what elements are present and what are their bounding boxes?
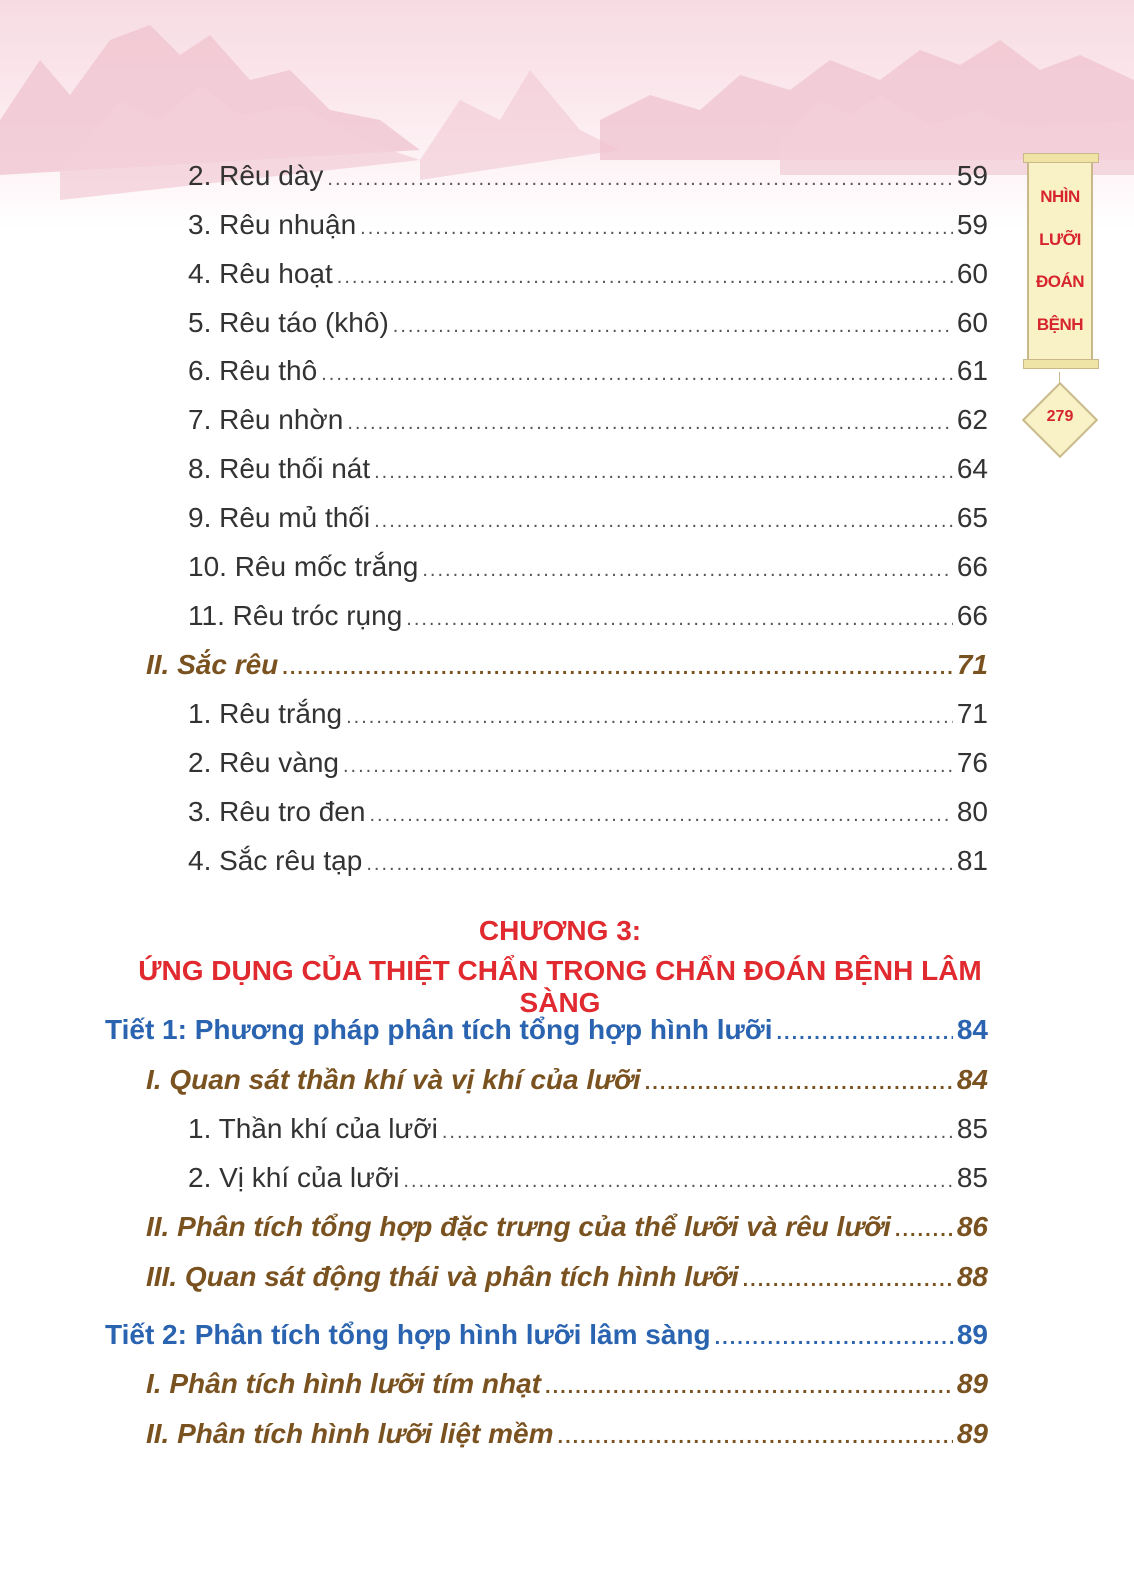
toc-entry-label: 1. Rêu trắng bbox=[188, 698, 343, 729]
chapter-title: ỨNG DỤNG CỦA THIỆT CHẨN TRONG CHẨN ĐOÁN BỆNH LÂM SÀNG bbox=[138, 955, 982, 1018]
toc-section[interactable] bbox=[146, 1261, 988, 1293]
toc-section-page: 89 bbox=[956, 1418, 988, 1449]
toc-entry[interactable] bbox=[188, 1162, 988, 1194]
toc-entry-label: 10. Rêu mốc trắng bbox=[188, 551, 419, 582]
toc-entry-label: 9. Rêu mủ thối bbox=[188, 502, 371, 533]
dot-leader bbox=[327, 168, 952, 191]
toc-tiet[interactable] bbox=[105, 1319, 988, 1351]
dot-leader bbox=[545, 1376, 953, 1399]
dot-leader bbox=[895, 1219, 953, 1242]
toc-entry[interactable] bbox=[188, 258, 988, 290]
dot-leader bbox=[366, 853, 953, 876]
dot-leader bbox=[282, 657, 953, 680]
toc-entry-page: 59 bbox=[956, 160, 988, 191]
tag-line-2: LƯỠI bbox=[1039, 229, 1081, 249]
toc-entry-label: 7. Rêu nhờn bbox=[188, 404, 344, 435]
toc-entry[interactable] bbox=[188, 600, 988, 632]
dot-leader bbox=[558, 1426, 953, 1449]
toc-entry-page: 80 bbox=[956, 796, 988, 827]
dot-leader bbox=[406, 608, 953, 631]
toc-entry-page: 60 bbox=[956, 307, 988, 338]
toc-entry-label: 5. Rêu táo (khô) bbox=[188, 307, 389, 338]
toc-entry-label: 3. Rêu nhuận bbox=[188, 209, 357, 240]
toc-section-page: 71 bbox=[956, 649, 988, 680]
toc-entry-page: 85 bbox=[956, 1162, 988, 1193]
dot-leader bbox=[343, 755, 953, 778]
dot-leader bbox=[442, 1121, 953, 1144]
toc-entry-page: 71 bbox=[956, 698, 988, 729]
toc-entry[interactable] bbox=[188, 1113, 988, 1145]
toc-entry-label: 2. Rêu vàng bbox=[188, 747, 339, 778]
toc-entry[interactable] bbox=[188, 796, 988, 828]
toc-tiet-label: Tiết 1: Phương pháp phân tích tổng hợp hình lưỡi bbox=[105, 1014, 773, 1045]
toc-tiet-page: 84 bbox=[956, 1014, 988, 1045]
toc-entry-label: 2. Rêu dày bbox=[188, 160, 324, 191]
dot-leader bbox=[346, 706, 953, 729]
dot-leader bbox=[715, 1327, 953, 1350]
mountain-banner bbox=[0, 0, 1134, 230]
toc-section-page: 89 bbox=[956, 1368, 988, 1399]
page-number: 279 bbox=[1046, 408, 1074, 425]
toc-entry-label: 6. Rêu thô bbox=[188, 355, 318, 386]
toc-entry-page: 64 bbox=[956, 453, 988, 484]
toc-entry-label: 11. Rêu tróc rụng bbox=[188, 600, 403, 631]
toc-tiet[interactable] bbox=[105, 1014, 988, 1046]
tag-line-4: BỆNH bbox=[1036, 314, 1084, 334]
toc-entry-page: 60 bbox=[956, 258, 988, 289]
toc-entry-page: 66 bbox=[956, 600, 988, 631]
toc-entry-page: 59 bbox=[956, 209, 988, 240]
dot-leader bbox=[743, 1269, 953, 1292]
toc-section-label: II. Phân tích hình lưỡi liệt mềm bbox=[146, 1418, 554, 1449]
toc-section[interactable] bbox=[146, 1064, 988, 1096]
toc-entry[interactable] bbox=[188, 551, 988, 583]
toc-entry[interactable] bbox=[188, 747, 988, 779]
toc-section[interactable] bbox=[146, 1211, 988, 1243]
dot-leader bbox=[360, 217, 953, 240]
book-title-tag bbox=[1027, 160, 1093, 362]
dot-leader bbox=[422, 559, 953, 582]
toc-entry[interactable] bbox=[188, 502, 988, 534]
toc-entry-page: 62 bbox=[956, 404, 988, 435]
toc-section-page: 88 bbox=[956, 1261, 988, 1292]
toc-entry[interactable] bbox=[188, 453, 988, 485]
toc-entry-label: 2. Vị khí của lưỡi bbox=[188, 1162, 400, 1193]
toc-entry[interactable] bbox=[188, 404, 988, 436]
toc-section-page: 86 bbox=[956, 1211, 988, 1242]
toc-entry-label: 4. Sắc rêu tạp bbox=[188, 845, 363, 876]
toc-entry-page: 76 bbox=[956, 747, 988, 778]
toc-section[interactable] bbox=[146, 1418, 988, 1450]
toc-tiet-page: 89 bbox=[956, 1319, 988, 1350]
toc-entry-label: 1. Thần khí của lưỡi bbox=[188, 1113, 438, 1144]
toc-entry-label: 3. Rêu tro đen bbox=[188, 796, 366, 827]
toc-entry[interactable] bbox=[188, 209, 988, 241]
dot-leader bbox=[337, 266, 953, 289]
toc-entry[interactable] bbox=[188, 355, 988, 387]
toc-section-label: II. Phân tích tổng hợp đặc trưng của thể lưỡi và rêu lưỡi bbox=[146, 1211, 891, 1242]
toc-section[interactable] bbox=[146, 1368, 988, 1400]
toc-tiet-label: Tiết 2: Phân tích tổng hợp hình lưỡi lâm sàng bbox=[105, 1319, 711, 1350]
tag-line-3: ĐOÁN bbox=[1035, 272, 1085, 292]
toc-entry-page: 81 bbox=[956, 845, 988, 876]
toc-section[interactable] bbox=[146, 649, 988, 681]
dot-leader bbox=[369, 804, 952, 827]
toc-section-label: I. Quan sát thần khí và vị khí của lưỡi bbox=[146, 1064, 641, 1095]
dot-leader bbox=[347, 412, 952, 435]
toc-entry[interactable] bbox=[188, 160, 988, 192]
dot-leader bbox=[403, 1170, 952, 1193]
toc-entry[interactable] bbox=[188, 698, 988, 730]
dot-leader bbox=[776, 1022, 952, 1045]
toc-section-label: I. Phân tích hình lưỡi tím nhạt bbox=[146, 1368, 542, 1399]
toc-section-label: III. Quan sát động thái và phân tích hình lưỡi bbox=[146, 1261, 739, 1292]
toc-section-label: II. Sắc rêu bbox=[146, 649, 279, 680]
toc-entry[interactable] bbox=[188, 845, 988, 877]
toc-entry-page: 65 bbox=[956, 502, 988, 533]
toc-entry[interactable] bbox=[188, 307, 988, 339]
dot-leader bbox=[374, 461, 953, 484]
mountain-illustration bbox=[0, 0, 1134, 230]
toc-section-page: 84 bbox=[956, 1064, 988, 1095]
dot-leader bbox=[393, 315, 953, 338]
toc-entry-page: 85 bbox=[956, 1113, 988, 1144]
toc-entry-page: 61 bbox=[956, 355, 988, 386]
dot-leader bbox=[645, 1072, 953, 1095]
dot-leader bbox=[321, 363, 953, 386]
toc-entry-page: 66 bbox=[956, 551, 988, 582]
chapter-number: CHƯƠNG 3: bbox=[478, 915, 642, 946]
tag-line-1: NHÌN bbox=[1040, 187, 1080, 207]
toc-entry-label: 8. Rêu thối nát bbox=[188, 453, 371, 484]
dot-leader bbox=[374, 510, 953, 533]
toc-entry-label: 4. Rêu hoạt bbox=[188, 258, 333, 289]
